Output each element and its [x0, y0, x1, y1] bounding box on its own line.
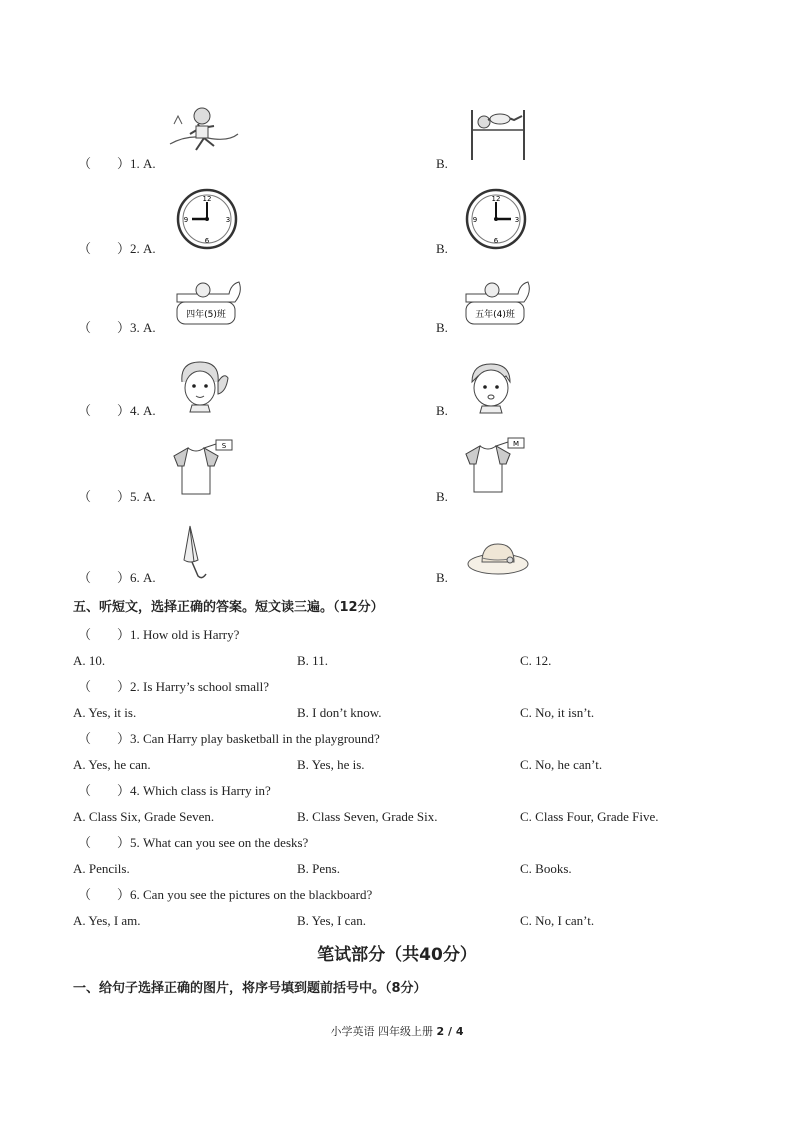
item-1-number: （ ）1. A. [78, 156, 156, 171]
s5-q5-option-c: C. Books. [520, 861, 572, 876]
svg-text:9: 9 [183, 216, 189, 224]
s5-question-6: （ ）6. Can you see the pictures on the blackboard? [78, 887, 373, 902]
s5-q5-option-b: B. Pens. [297, 861, 340, 876]
s5-question-1: （ ）1. How old is Harry? [78, 627, 240, 642]
item-6-number: （ ）6. A. [78, 570, 156, 585]
section5-title: 五、听短文，选择正确的答案。短文读三遍。（12分） [73, 600, 384, 615]
page-number: 2 / 4 [436, 1025, 464, 1038]
svg-text:6: 6 [493, 237, 499, 245]
tshirt-icon [170, 438, 236, 500]
s5-q2-option-b: B. I don’t know. [297, 705, 382, 720]
class-sign-a-text: 四年(5)班 [186, 310, 226, 320]
svg-text:9: 9 [472, 216, 478, 224]
s5-q4-option-a: A. Class Six, Grade Seven. [73, 809, 215, 824]
page-footer [0, 1024, 794, 1040]
clock-nine-icon [176, 188, 238, 250]
class-sign-b-text: 五年(4)班 [475, 310, 515, 320]
s5-q5-option-a: A. Pencils. [73, 861, 130, 876]
s5-q6-option-a: A. Yes, I am. [73, 913, 141, 928]
s5-q6-option-b: B. Yes, I can. [297, 913, 366, 928]
item-2-b-label: B. [436, 241, 448, 256]
s5-question-4: （ ）4. Which class is Harry in? [78, 783, 271, 798]
s5-q1-option-a: A. 10. [73, 653, 106, 668]
running-boy-icon [168, 104, 240, 162]
boy-face-icon [466, 360, 516, 414]
svg-text:3: 3 [225, 216, 231, 224]
hat-icon [466, 540, 530, 578]
written-part-heading: 笔试部分（共40分） [317, 945, 477, 965]
s5-q1-option-b: B. 11. [297, 653, 328, 668]
s5-q4-option-b: B. Class Seven, Grade Six. [297, 809, 438, 824]
girl-face-icon [172, 358, 232, 414]
item-1-b-label: B. [436, 156, 448, 171]
s5-q1-option-c: C. 12. [520, 653, 552, 668]
item-4-number: （ ）4. A. [78, 403, 156, 418]
item-4-b-label: B. [436, 403, 448, 418]
size-tag-a: S [221, 442, 227, 450]
class-sign-icon [462, 278, 536, 328]
s5-q6-option-c: C. No, I can’t. [520, 913, 595, 928]
footer-text: 小学英语 四年级上册 [330, 1025, 437, 1038]
class-sign-icon [173, 278, 247, 328]
clock-three-icon [465, 188, 527, 250]
s5-question-5: （ ）5. What can you see on the desks? [78, 835, 309, 850]
item-3-number: （ ）3. A. [78, 320, 156, 335]
svg-text:6: 6 [204, 237, 210, 245]
s5-q3-option-b: B. Yes, he is. [297, 757, 365, 772]
s5-question-3: （ ）3. Can Harry play basketball in the playground? [78, 731, 380, 746]
size-tag-b: M [512, 440, 520, 448]
svg-text:12: 12 [202, 195, 212, 203]
item-5-b-label: B. [436, 489, 448, 504]
item-5-number: （ ）5. A. [78, 489, 156, 504]
tshirt-icon [462, 436, 528, 498]
s5-question-2: （ ）2. Is Harry’s school small? [78, 679, 270, 694]
item-6-b-label: B. [436, 570, 448, 585]
s5-q3-option-c: C. No, he can’t. [520, 757, 603, 772]
item-3-b-label: B. [436, 320, 448, 335]
svg-text:12: 12 [491, 195, 501, 203]
umbrella-icon [172, 524, 212, 580]
high-jump-icon [466, 106, 530, 162]
item-2-number: （ ）2. A. [78, 241, 156, 256]
s5-q4-option-c: C. Class Four, Grade Five. [520, 809, 659, 824]
s5-q3-option-a: A. Yes, he can. [73, 757, 151, 772]
s5-q2-option-a: A. Yes, it is. [73, 705, 137, 720]
written-section1-title: 一、给句子选择正确的图片，将序号填到题前括号中。（8分） [73, 981, 427, 996]
svg-text:3: 3 [514, 216, 520, 224]
s5-q2-option-c: C. No, it isn’t. [520, 705, 595, 720]
